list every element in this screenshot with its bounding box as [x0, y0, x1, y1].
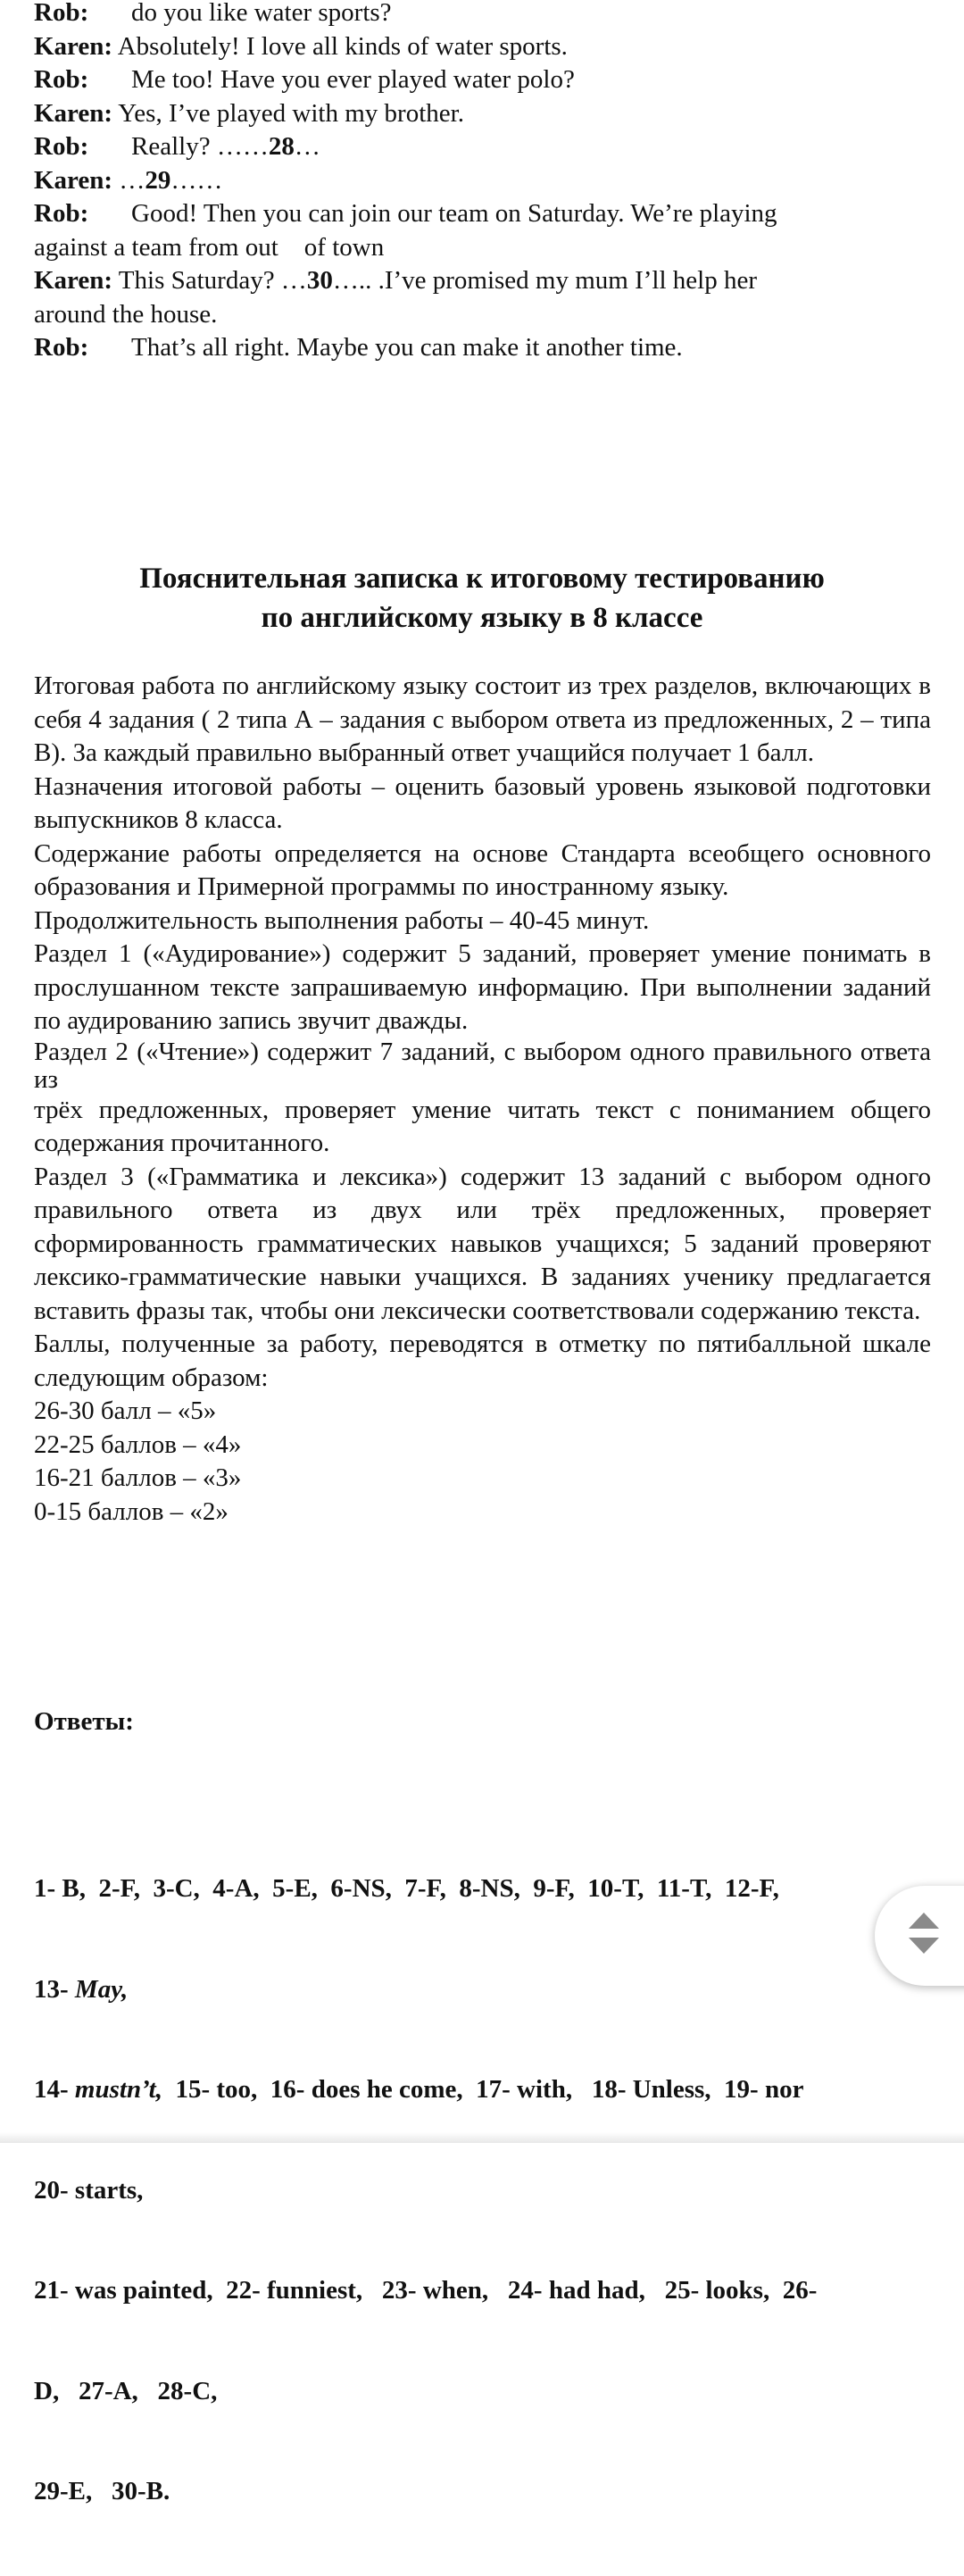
- line-text-continued: against a team from out of town: [34, 232, 385, 262]
- speaker: Rob:: [34, 199, 89, 228]
- paragraph: трёх предложенных, проверяет умение читать текст с пониманием общего содержания прочитанного.: [34, 1095, 931, 1157]
- grade-line: 0-15 баллов – «2»: [34, 1496, 229, 1526]
- answers-line: 1- B, 2-F, 3-C, 4-A, 5-E, 6-NS, 7-F, 8-NS, 9-F, 10-T, 11-T, 12-F,: [34, 1874, 779, 1903]
- line-text: Me too! Have you ever played water polo?: [131, 65, 575, 94]
- gap-number: 30: [306, 266, 333, 295]
- explanatory-note: [34, 670, 931, 1529]
- line-text: …: [119, 165, 145, 195]
- line-text: Yes, I’ve played with my brother.: [118, 98, 464, 128]
- answers-line: [34, 2073, 935, 2107]
- answers-italic: mustn’t,: [74, 2075, 162, 2104]
- line-text: do you like water sports?: [131, 0, 392, 27]
- speaker: Karen:: [34, 31, 113, 61]
- dialogue-line: [34, 63, 935, 97]
- dialogue-line: [34, 30, 935, 64]
- speaker: Rob:: [34, 65, 89, 94]
- line-text: That’s all right. Maybe you can make it another time.: [131, 333, 683, 362]
- answers-list: [34, 1805, 935, 2576]
- title-line: по английскому языку в 8 классе: [261, 602, 703, 634]
- paragraph: Баллы, полученные за работу, переводятся в отметку по пятибалльной шкале следующим образом:: [34, 1330, 931, 1392]
- dialogue-line: [34, 130, 935, 164]
- answers-text: 13-: [34, 1974, 75, 2004]
- dialogue-line: [34, 164, 935, 198]
- dialogue-line: [34, 97, 935, 131]
- answers-line: 29-E, 30-B.: [34, 2477, 170, 2505]
- speaker: Karen:: [34, 266, 113, 295]
- grade-line: 16-21 баллов – «3»: [34, 1463, 242, 1492]
- chevron-up-icon: [909, 1913, 939, 1929]
- page-bottom-edge: [0, 2132, 964, 2143]
- answers-line: [34, 1973, 935, 2007]
- paragraph: Продолжительность выполнения работы – 40-45 минут.: [34, 905, 650, 935]
- gap-number: 29: [145, 165, 171, 195]
- title-line: Пояснительная записка к итоговому тестированию: [139, 563, 825, 595]
- dialogue-line: [34, 264, 935, 331]
- answers-text: 15- too, 16- does he come, 17- with, 18- Unless, 19- nor: [162, 2075, 804, 2104]
- line-text: Really? ……: [131, 132, 269, 161]
- grade-line: 26-30 балл – «5»: [34, 1396, 217, 1425]
- speaker: Rob:: [34, 333, 89, 362]
- line-text: Good! Then you can join our team on Saturday. We’re playing: [131, 199, 777, 228]
- speaker: Karen:: [34, 165, 113, 195]
- dialogue-line: [34, 197, 935, 264]
- line-text-continued: around the house.: [34, 299, 218, 329]
- line-text: This Saturday? …: [118, 266, 307, 295]
- speaker: Karen:: [34, 98, 113, 128]
- gap-number: 28: [268, 132, 295, 161]
- line-text: ……: [170, 165, 223, 195]
- grade-line: 22-25 баллов – «4»: [34, 1430, 242, 1459]
- line-text: Absolutely! I love all kinds of water sports.: [117, 31, 568, 61]
- paragraph: Раздел 2 («Чтение») содержит 7 заданий, с выбором одного правильного ответа из: [34, 1037, 931, 1094]
- paragraph: Назначения итоговой работы – оценить базовый уровень языковой подготовки выпускников 8 класса.: [34, 771, 931, 834]
- dialogue-line: [34, 0, 935, 30]
- answers-line: 21- was painted, 22- funniest, 23- when, 24- had had, 25- looks, 26-: [34, 2276, 818, 2305]
- answers-line: 20- starts,: [34, 2175, 144, 2205]
- speaker: Rob:: [34, 0, 89, 27]
- fast-scroll-handle[interactable]: [875, 1886, 964, 1986]
- line-text: …: [294, 132, 320, 161]
- answers-italic: May,: [74, 1974, 129, 2004]
- paragraph: Итоговая работа по английскому языку состоит из трех разделов, включающих в себя 4 задания ( 2 типа А – задания с выбором ответа из предложенных, 2 – типа В). За каждый правильно выбранный ответ учащийся получает 1 балл.: [34, 671, 931, 767]
- answers-line: D, 27-A, 28-C,: [34, 2376, 218, 2405]
- answers-text: 14-: [34, 2075, 75, 2104]
- paragraph: Раздел 3 («Грамматика и лексика») содержит 13 заданий с выбором одного правильного ответа из двух или трёх предложенных, проверяет сформированность грамматических навыков учащихся; 5 заданий проверяют лексико-грамматические навыки учащихся. В заданиях ученику предлагается вставить фразы так, чтобы они лексически соответствовали содержанию текста.: [34, 1162, 931, 1325]
- answers-heading: Ответы:: [34, 1707, 134, 1736]
- speaker: Rob:: [34, 132, 89, 161]
- chevron-down-icon: [909, 1938, 939, 1954]
- dialogue-line: [34, 331, 935, 365]
- paragraph: Раздел 1 («Аудирование») содержит 5 заданий, проверяет умение понимать в прослушанном тексте запрашиваемую информацию. При выполнении заданий по аудированию запись звучит дважды.: [34, 939, 931, 1035]
- section-title: [0, 559, 964, 638]
- line-text: ….. .I’ve promised my mum I’ll help her: [332, 266, 757, 295]
- dialogue: [34, 0, 935, 365]
- paragraph: Содержание работы определяется на основе Стандарта всеобщего основного образования и Примерной программы по иностранному языку.: [34, 838, 931, 901]
